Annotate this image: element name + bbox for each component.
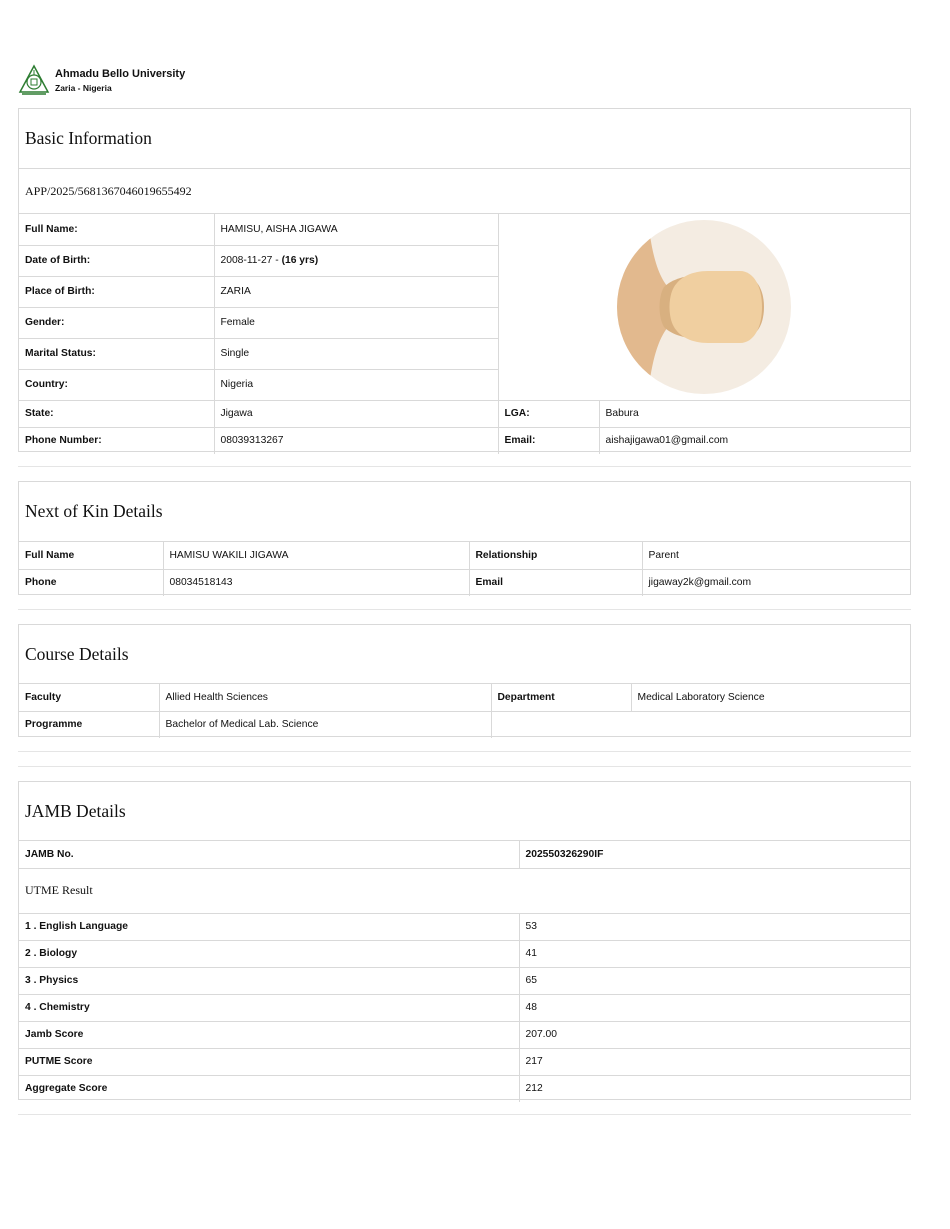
utme-result-heading: UTME Result — [19, 868, 910, 913]
subject-label: 1 . English Language — [19, 913, 519, 940]
country-value: Nigeria — [214, 369, 498, 400]
divider — [18, 466, 911, 467]
full-name-label: Full Name: — [19, 214, 214, 245]
jamb-no-value: 202550326290IF — [519, 841, 910, 868]
table-row — [19, 1048, 910, 1075]
application-number: APP/2025/5681367046019655492 — [19, 169, 910, 214]
next-of-kin-table — [19, 542, 910, 596]
subject-score: 48 — [519, 994, 910, 1021]
divider — [18, 1114, 911, 1115]
avatar — [616, 219, 792, 395]
section-title: Next of Kin Details — [19, 482, 910, 542]
marital-status-label: Marital Status: — [19, 338, 214, 369]
divider — [18, 751, 911, 752]
subject-score: 53 — [519, 913, 910, 940]
kin-phone-value: 08034518143 — [163, 569, 469, 596]
aggregate-score-label: Aggregate Score — [19, 1075, 519, 1102]
dob-date: 2008-11-27 - — [220, 255, 282, 266]
next-of-kin-section — [18, 481, 911, 595]
lga-value: Babura — [599, 400, 910, 427]
basic-info-table — [19, 214, 910, 454]
table-row — [19, 994, 910, 1021]
table-row — [19, 913, 910, 940]
kin-email-value: jigaway2k@gmail.com — [642, 569, 910, 596]
state-value: Jigawa — [214, 400, 498, 427]
section-title: Course Details — [19, 625, 910, 684]
university-name: Ahmadu Bello University — [55, 67, 186, 80]
email-label: Email: — [498, 427, 599, 454]
section-title: JAMB Details — [19, 782, 910, 841]
university-location: Zaria - Nigeria — [55, 82, 112, 93]
subject-label: 2 . Biology — [19, 940, 519, 967]
dob-label: Date of Birth: — [19, 245, 214, 276]
empty-cell — [491, 711, 910, 738]
kin-relationship-value: Parent — [642, 542, 910, 569]
department-value: Medical Laboratory Science — [631, 684, 910, 711]
table-row — [19, 1075, 910, 1102]
age-value: (16 yrs) — [281, 255, 319, 266]
university-logo-icon — [18, 64, 50, 96]
full-name-value: HAMISU, AISHA JIGAWA — [214, 214, 498, 245]
table-row — [19, 1021, 910, 1048]
photo-cell — [498, 214, 910, 400]
faculty-label: Faculty — [19, 684, 159, 711]
course-details-section — [18, 624, 911, 737]
dob-value — [214, 245, 498, 276]
programme-label: Programme — [19, 711, 159, 738]
kin-phone-label: Phone — [19, 569, 163, 596]
lga-label: LGA: — [498, 400, 599, 427]
department-label: Department — [491, 684, 631, 711]
putme-score-value: 217 — [519, 1048, 910, 1075]
phone-label: Phone Number: — [19, 427, 214, 454]
pob-label: Place of Birth: — [19, 276, 214, 307]
kin-name-value: HAMISU WAKILI JIGAWA — [163, 542, 469, 569]
subject-label: 3 . Physics — [19, 967, 519, 994]
jamb-no-label: JAMB No. — [19, 841, 519, 868]
subject-score: 65 — [519, 967, 910, 994]
table-row — [19, 967, 910, 994]
state-label: State: — [19, 400, 214, 427]
basic-information-section — [18, 108, 911, 452]
pob-value: ZARIA — [214, 276, 498, 307]
table-row — [19, 940, 910, 967]
kin-email-label: Email — [469, 569, 642, 596]
page-header — [18, 63, 185, 97]
aggregate-score-value: 212 — [519, 1075, 910, 1102]
jamb-score-label: Jamb Score — [19, 1021, 519, 1048]
jamb-score-value: 207.00 — [519, 1021, 910, 1048]
jamb-details-section — [18, 781, 911, 1100]
programme-value: Bachelor of Medical Lab. Science — [159, 711, 491, 738]
subject-score: 41 — [519, 940, 910, 967]
jamb-table — [19, 841, 910, 1102]
putme-score-label: PUTME Score — [19, 1048, 519, 1075]
gender-value: Female — [214, 307, 498, 338]
phone-value: 08039313267 — [214, 427, 498, 454]
faculty-value: Allied Health Sciences — [159, 684, 491, 711]
divider — [18, 766, 911, 767]
country-label: Country: — [19, 369, 214, 400]
section-title: Basic Information — [19, 109, 910, 169]
course-table — [19, 684, 910, 738]
kin-name-label: Full Name — [19, 542, 163, 569]
university-info — [55, 67, 185, 94]
subject-label: 4 . Chemistry — [19, 994, 519, 1021]
divider — [18, 609, 911, 610]
email-value: aishajigawa01@gmail.com — [599, 427, 910, 454]
kin-relationship-label: Relationship — [469, 542, 642, 569]
gender-label: Gender: — [19, 307, 214, 338]
marital-status-value: Single — [214, 338, 498, 369]
